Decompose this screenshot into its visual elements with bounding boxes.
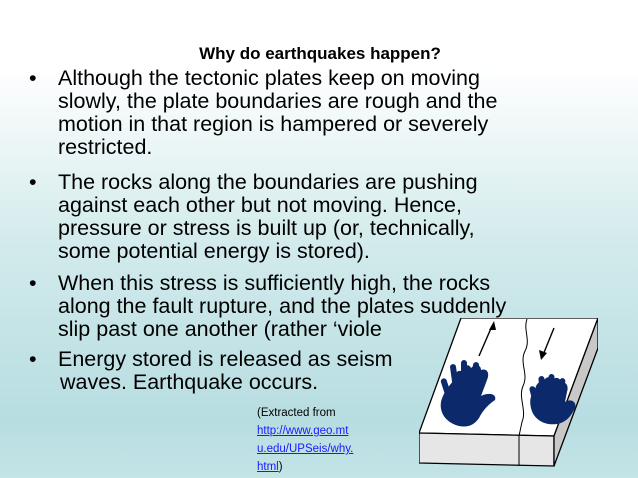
bullet-text: The rocks along the boundaries are pushing against each other but not moving. Hence, pressure or stress is built up (or, technically, some potential energy is stored). <box>58 170 478 263</box>
bullet-text: When this stress is sufficiently high, the rocks along the fault rupture, and the plates suddenly slip past one another (rather ‘viole <box>58 271 507 341</box>
bullet-dot: • <box>29 66 37 90</box>
bullet-continuation: waves. Earthquake occurs. <box>60 370 319 394</box>
bullet-dot: • <box>29 347 37 371</box>
bullet-dot: • <box>29 170 37 194</box>
bullet-dot: • <box>29 271 37 295</box>
bullet-text: Although the tectonic plates keep on moving slowly, the plate boundaries are rough and the motion in that region is hampered or severely restricted. <box>58 66 498 159</box>
slide-title: Why do earthquakes happen? <box>199 44 441 63</box>
credit-prefix: (Extracted from <box>257 407 336 419</box>
fault-block-hands-illustration <box>419 318 598 470</box>
source-link[interactable]: http://www.geo.mt u.edu/UPSeis/why. html <box>257 425 354 473</box>
credit-suffix: ) <box>278 461 283 473</box>
bullet-text: Energy stored is released as seism <box>58 347 393 371</box>
source-credit <box>257 404 353 476</box>
block-front-face <box>419 433 554 466</box>
